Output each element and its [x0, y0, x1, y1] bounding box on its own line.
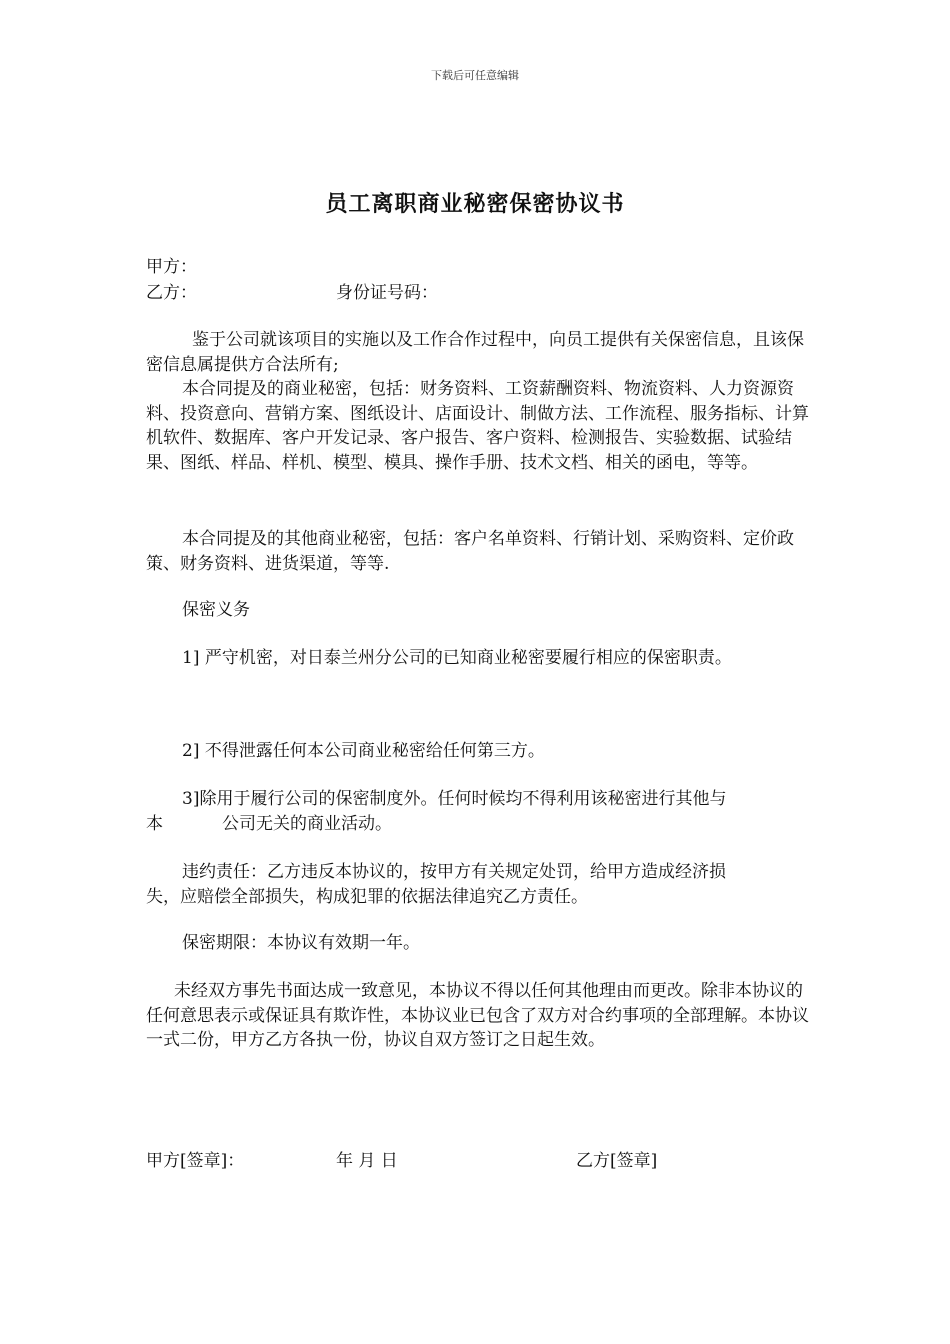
page-title: 员工离职商业秘密保密协议书: [325, 191, 625, 217]
signature-date: 年 月 日: [336, 1151, 398, 1171]
para-other-secrets-text: 本合同提及的其他商业秘密，包括：客户名单资料、行销计划、采购资料、定价政策、财务资料、进货渠道，等等.: [146, 529, 794, 574]
id-number-label: 身份证号码：: [336, 283, 438, 303]
final-paragraph-text: 未经双方事先书面达成一致意见，本协议不得以任何其他理由而更改。除非本协议的任何意思表示或保证具有欺诈性，本协议业已包含了双方对合约事项的全部理解。本协议一式二份，甲方乙方各执一份，协议自双方签订之日起生效。: [146, 981, 809, 1050]
para-confidential-info: 鉴于公司就该项目的实施以及工作合作过程中，向员工提供有关保密信息，且该保密信息属提供方合法所有;: [146, 330, 804, 375]
signature-party-a: 甲方[签章]：: [146, 1151, 245, 1171]
final-paragraph: [146, 979, 816, 1053]
section-heading: 保密义务: [182, 600, 250, 620]
breach-line-1: 违约责任：乙方违反本协议的，按甲方有关规定处罚，给甲方造成经济损: [182, 862, 726, 882]
party-b-label: 乙方：: [146, 283, 197, 303]
para-other-secrets: [146, 527, 816, 576]
paragraph-intro: [146, 328, 816, 475]
obligation-item-1: 1] 严守机密，对日泰兰州分公司的已知商业秘密要履行相应的保密职责。: [182, 648, 732, 668]
header-note: 下载后可任意编辑: [431, 69, 519, 82]
party-a-label: 甲方：: [146, 257, 197, 277]
signature-party-b: 乙方[签章]: [576, 1151, 658, 1171]
obligation-item-3-line2a: 本: [146, 814, 163, 834]
breach-line-2: 失，应赔偿全部损失，构成犯罪的依据法律追究乙方责任。: [146, 887, 588, 907]
term-text: 保密期限：本协议有效期一年。: [182, 933, 420, 953]
obligation-item-2: 2] 不得泄露任何本公司商业秘密给任何第三方。: [182, 741, 545, 761]
obligation-item-3-line1: 3]除用于履行公司的保密制度外。任何时候均不得利用该秘密进行其他与: [182, 789, 727, 809]
para-trade-secrets: 本合同提及的商业秘密，包括：财务资料、工资薪酬资料、物流资料、人力资源资料、投资意向、营销方案、图纸设计、店面设计、制做方法、工作流程、服务指标、计算机软件、数据库、客户开发记录、客户报告、客户资料、检测报告、实验数据、试验结果、图纸、样品、样机、模型、模具、操作手册、技术文档、相关的函电，等等。: [146, 379, 809, 473]
obligation-item-3-line2b: 公司无关的商业活动。: [222, 814, 392, 834]
